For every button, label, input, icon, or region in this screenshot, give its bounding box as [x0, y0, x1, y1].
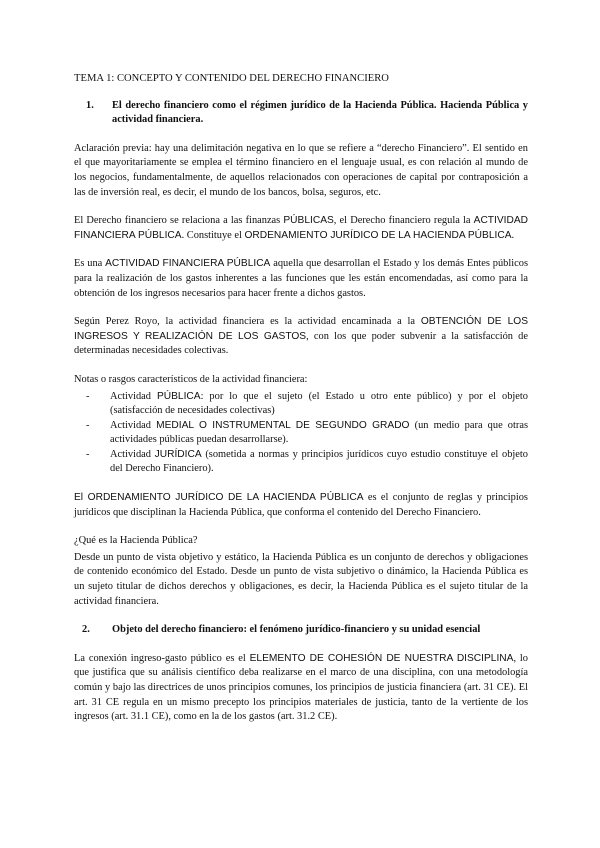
section-1-title: El derecho financiero como el régimen jurídico de la Hacienda Pública. Hacienda Pública y actividad financiera. — [112, 99, 528, 126]
dash-bullet: - — [86, 390, 90, 402]
paragraph-derecho-financiero — [74, 214, 528, 243]
text-run-caps: PÚBLICAS — [283, 215, 334, 227]
text-run-caps: ELEMENTO DE COHESIÓN DE NUESTRA DISCIPLINA — [249, 652, 514, 664]
text-run: Según Perez Royo, la actividad financiera es la actividad encaminada a la — [74, 316, 421, 328]
text-run-caps: El ORDENAMIENTO JURÍDICO DE LA HACIENDA PÚBLICA — [74, 492, 364, 504]
text-run: : por lo que el sujeto (el Estado u otro ente público) y por el objeto (satisfacción de necesidades colectivas) — [110, 390, 528, 417]
document-page — [74, 72, 528, 739]
text-run-caps: PÚBLICA — [156, 390, 201, 402]
text-run: , el Derecho financiero regula la — [333, 215, 474, 227]
section-1-number: 1. — [86, 99, 94, 111]
paragraph-hacienda-publica: Desde un punto de vista objetivo y estático, la Hacienda Pública es un conjunto de derechos y obligaciones de contenido económico del Estado. Desde un punto de vista subjetivo o dinámico, la Hacienda Pública es un sujeto titular de dichos derechos y obligaciones, es decir, la Hacienda Pública es el sujeto titular de la actividad financiera. — [74, 551, 528, 607]
text-run-caps: MEDIAL O INSTRUMENTAL DE SEGUNDO GRADO — [156, 419, 410, 431]
text-run: . Constituye el — [181, 229, 245, 241]
text-run: Actividad — [110, 390, 157, 402]
text-run: . — [511, 229, 515, 241]
text-run-caps: ACTIVIDAD FINANCIERA PÚBLICA — [74, 215, 528, 241]
text-run: Actividad — [110, 448, 155, 460]
text-run: (un medio para que otras actividades públicas puedan desarrollarse). — [110, 419, 528, 446]
list-item — [86, 390, 528, 419]
text-run-caps: ACTIVIDAD FINANCIERA PÚBLICA — [105, 258, 271, 270]
text-run-caps: ORDENAMIENTO JURÍDICO DE LA HACIENDA PÚBLICA — [244, 229, 512, 241]
notes-intro: Notas o rasgos característicos de la actividad financiera: — [74, 373, 308, 385]
section-2-title: Objeto del derecho financiero: el fenómeno jurídico-financiero y su unidad esencial — [112, 624, 481, 636]
dash-bullet: - — [86, 419, 90, 431]
document-title: TEMA 1: CONCEPTO Y CONTENIDO DEL DERECHO FINANCIERO — [74, 73, 389, 84]
text-run: es el conjunto de reglas y principios jurídicos que disciplinan la Hacienda Pública, que conforma el contenido del Derecho Financiero. — [74, 492, 528, 518]
text-run-caps: JURÍDICA — [154, 448, 202, 460]
text-run: (sometida a normas y principios jurídicos cuyo estudio constituye el objeto del Derecho Financiero). — [110, 448, 528, 475]
section-2-number: 2. — [82, 624, 90, 636]
paragraph-actividad-financiera — [74, 257, 528, 301]
section-2-heading — [74, 623, 528, 638]
list-item — [86, 448, 528, 477]
list-item — [86, 419, 528, 448]
text-run: aquella que desarrollan el Estado y los demás Entes públicos para la realización de los gastos inherentes a las funciones que les están encomendadas, así como para la obtención de los ingresos necesarios para hacer frente a dichos gastos. — [74, 258, 529, 299]
paragraph-aclaracion: Aclaración previa: hay una delimitación negativa en lo que se refiere a “derecho Financiero”. El sentido en el que mayoritariamente se emplea el término financiero en el lenguaje usual, es con relación al mundo de los negocios, fundamentalmente, de aquellos relacionados con operaciones de capital por contraposición a las de inversión real, es decir, el mundo de los bancos, bolsa, seguros, etc. — [74, 142, 528, 198]
text-run: , con los que poder subvenir a la satisfacción de determinadas necesidades colectivas. — [74, 330, 528, 357]
text-run: El Derecho financiero se relaciona a las finanzas — [74, 215, 284, 227]
notes-list — [74, 390, 528, 478]
text-run: , lo que justifica que su análisis científico deba realizarse en el marco de una disciplina, con una metodología común y bajo las directrices de unos principios comunes, los principios de justicia financiera (art. 31 CE). El art. 31 CE regula en un mismo precepto los principios materiales de justicia, tanto de la vertiente de los ingresos (art. 31.1 CE), como en la de los gastos (art. 31.2 CE). — [74, 652, 528, 723]
text-run: Es una — [74, 258, 106, 270]
paragraph-perez-royo — [74, 315, 528, 359]
section-1-heading — [74, 99, 528, 128]
paragraph-ordenamiento — [74, 491, 528, 520]
text-run: Actividad — [110, 419, 157, 431]
text-run-caps: OBTENCIÓN DE LOS INGRESOS Y REALIZACIÓN DE LOS GASTOS — [74, 316, 528, 342]
paragraph-conexion-ingreso-gasto — [74, 652, 528, 725]
question-heading: ¿Qué es la Hacienda Pública? — [74, 535, 198, 547]
dash-bullet: - — [86, 448, 90, 460]
text-run: La conexión ingreso-gasto público es el — [74, 652, 250, 664]
